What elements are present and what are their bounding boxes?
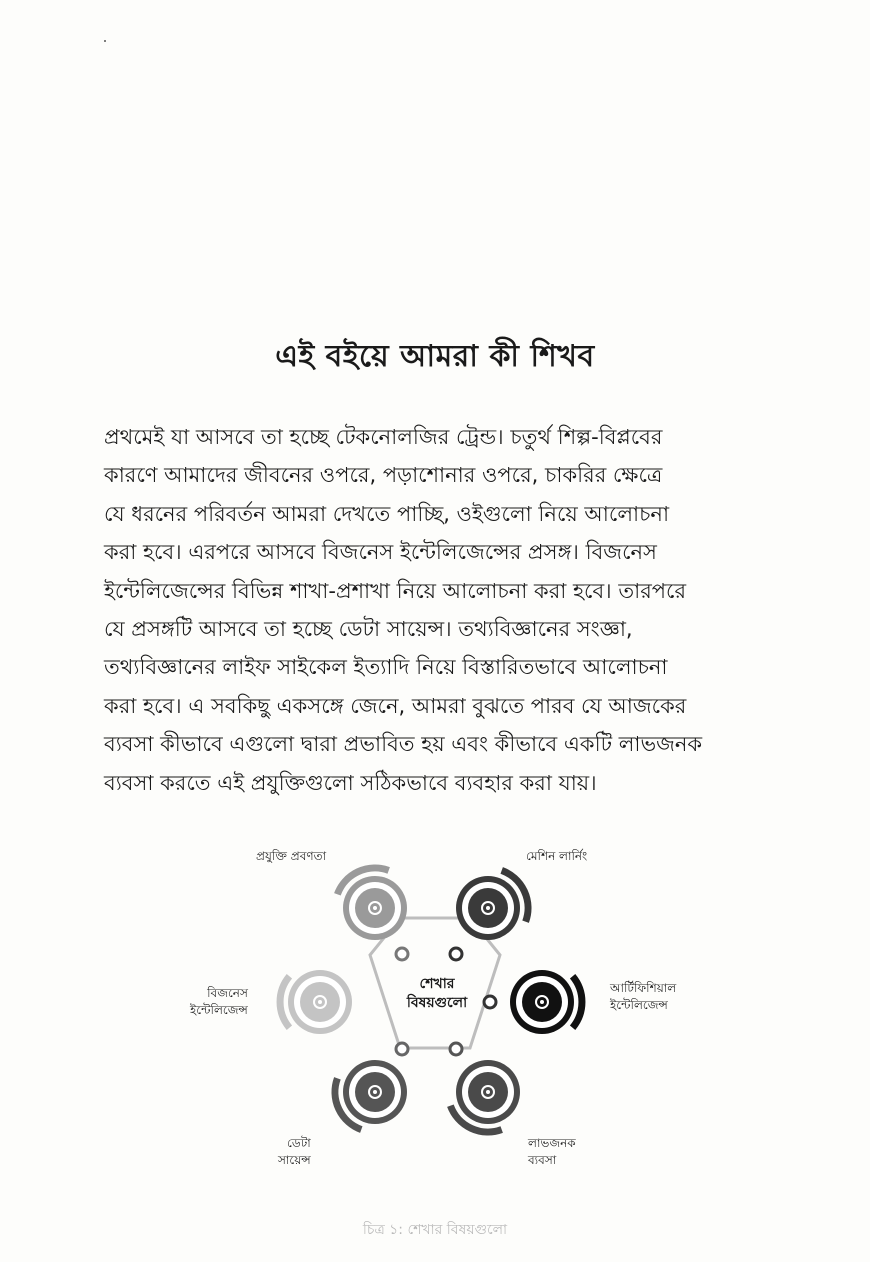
paragraph-line: যে প্রসঙ্গটি আসবে তা হচ্ছে ডেটা সায়েন্স। তথ্যবিজ্ঞানের সংজ্ঞা,	[104, 617, 633, 642]
node-label-line: মেশিন লার্নিং	[526, 849, 588, 863]
figure-caption: চিত্র ১: শেখার বিষয়গুলো	[362, 1222, 508, 1238]
topic-node-data-science	[335, 1060, 407, 1130]
connector-dot	[484, 996, 496, 1008]
node-accent-arc	[573, 976, 582, 1027]
paragraph-line: ব্যবসা করতে এই প্রযুক্তিগুলো সঠিকভাবে ব্যবহার করা যায়।	[104, 770, 597, 795]
label-business-intelligence	[190, 985, 248, 1019]
node-label-line: ইন্টেলিজেন্স	[190, 1003, 248, 1017]
paragraph-line: ব্যবসা কীভাবে এগুলো দ্বারা প্রভাবিত হয় এবং কীভাবে একটি লাভজনক	[104, 732, 703, 757]
label-tech-trends	[256, 848, 326, 865]
scan-speck	[104, 40, 106, 42]
learning-topics-diagram	[170, 830, 700, 1180]
paragraph-line: যে ধরনের পরিবর্তন আমরা দেখতে পাচ্ছি, ওইগুলো নিয়ে আলোচনা	[104, 501, 670, 526]
topic-node-machine-learning	[456, 870, 528, 940]
node-label-line: ইন্টেলিজেন্স	[610, 998, 668, 1012]
paragraph-line: ইন্টেলিজেন্সের বিভিন্ন শাখা-প্রশাখা নিয়ে আলোচনা করা হবে। তারপরে	[104, 578, 687, 603]
paragraph-line: করা হবে। এরপরে আসবে বিজনেস ইন্টেলিজেন্সের প্রসঙ্গ। বিজনেস	[104, 540, 657, 565]
paragraph-line: প্রথমেই যা আসবে তা হচ্ছে টেকনোলজির ট্রেন্ড। চতুর্থ শিল্প-বিপ্লবের	[104, 425, 663, 449]
connector-dot	[450, 948, 462, 960]
center-label-line: শেখার	[419, 976, 455, 992]
node-label-line: আর্টিফিশিয়াল	[610, 981, 677, 995]
page-title: এই বইয়ে আমরা কী শিখব	[275, 339, 595, 374]
topic-node-artificial-intelligence	[510, 970, 582, 1034]
node-label-line: ডেটা	[287, 1136, 311, 1150]
label-machine-learning	[526, 848, 587, 865]
label-data-science	[278, 1135, 311, 1169]
node-label-line: লাভজনক	[528, 1136, 576, 1150]
paragraph-line: তথ্যবিজ্ঞানের লাইফ সাইকেল ইত্যাদি নিয়ে বিস্তারিতভাবে আলোচনা	[104, 655, 668, 680]
node-accent-arc	[280, 976, 289, 1027]
node-label-line: প্রযুক্তি প্রবণতা	[256, 849, 327, 863]
connector-dot	[396, 948, 408, 960]
topic-node-business-intelligence	[280, 970, 352, 1034]
node-label-line: ব্যবসা	[528, 1153, 557, 1167]
node-label-line: সায়েন্স	[278, 1153, 311, 1167]
topic-node-profitable-business	[450, 1060, 520, 1132]
topic-node-tech-trends	[337, 868, 407, 940]
center-label-line: বিষয়গুলো	[406, 995, 468, 1011]
node-label-line: বিজনেস	[207, 986, 248, 1000]
connector-dot	[450, 1043, 462, 1055]
paragraph-line: কারণে আমাদের জীবনের ওপরে, পড়াশোনার ওপরে, চাকরির ক্ষেত্রে	[104, 463, 663, 488]
body-paragraph	[104, 418, 770, 802]
connector-dot	[396, 1043, 408, 1055]
paragraph-line: করা হবে। এ সবকিছু একসঙ্গে জেনে, আমরা বুঝতে পারব যে আজকের	[104, 693, 687, 718]
label-profitable-business	[528, 1135, 576, 1169]
diagram-center-label	[392, 975, 482, 1013]
label-artificial-intelligence	[610, 980, 676, 1014]
